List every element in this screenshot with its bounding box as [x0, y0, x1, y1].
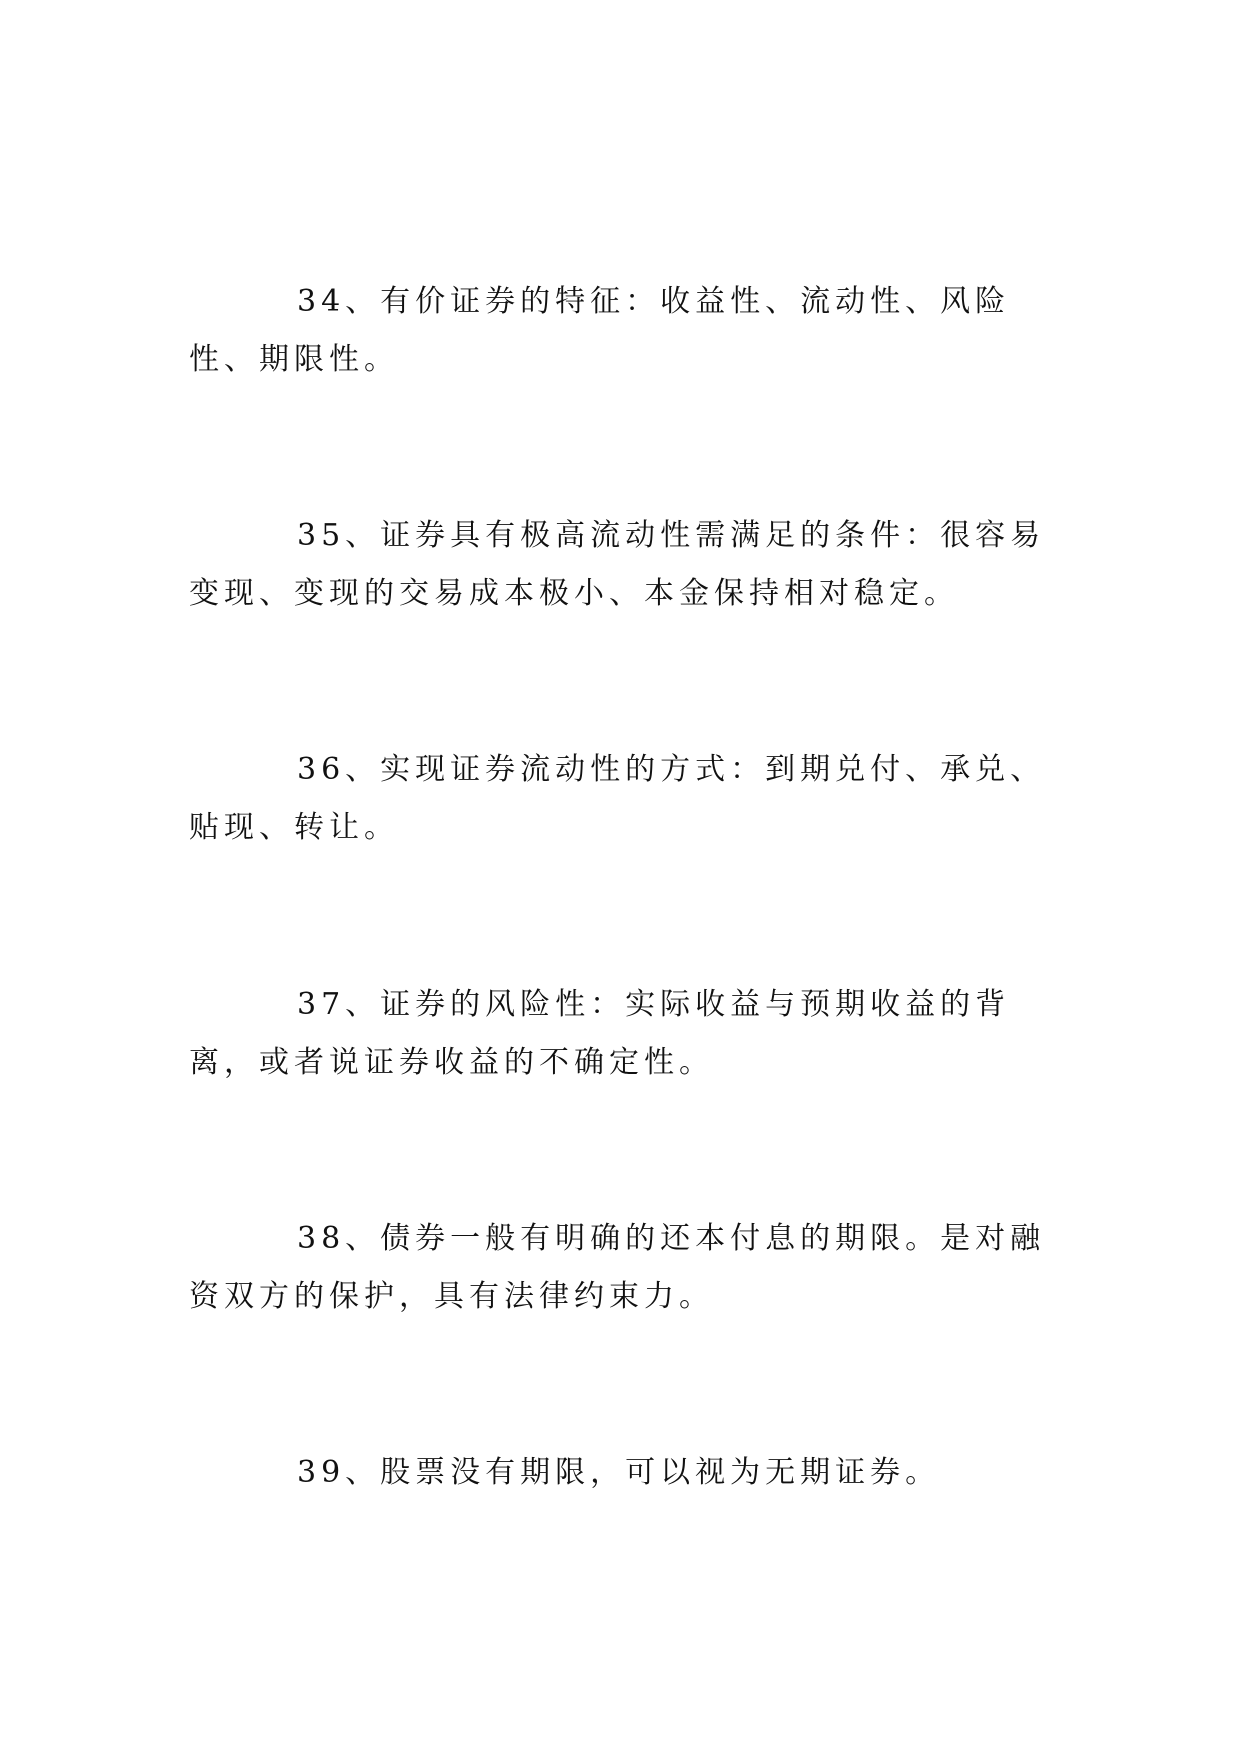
- paragraph-38: 38、债券一般有明确的还本付息的期限。是对融资双方的保护，具有法律约束力。: [189, 1221, 1046, 1314]
- paragraph-39: 39、股票没有期限，可以视为无期证券。: [297, 1455, 941, 1490]
- paragraph-37: 37、证券的风险性：实际收益与预期收益的背离，或者说证券收益的不确定性。: [189, 987, 1011, 1080]
- paragraph-35: 35、证券具有极高流动性需满足的条件：很容易变现、变现的交易成本极小、本金保持相对稳定。: [189, 518, 1046, 611]
- paragraph-34: 34、有价证券的特征：收益性、流动性、风险性、期限性。: [189, 284, 1011, 377]
- paragraph-36: 36、实现证券流动性的方式：到期兑付、承兑、贴现、转让。: [189, 752, 1046, 845]
